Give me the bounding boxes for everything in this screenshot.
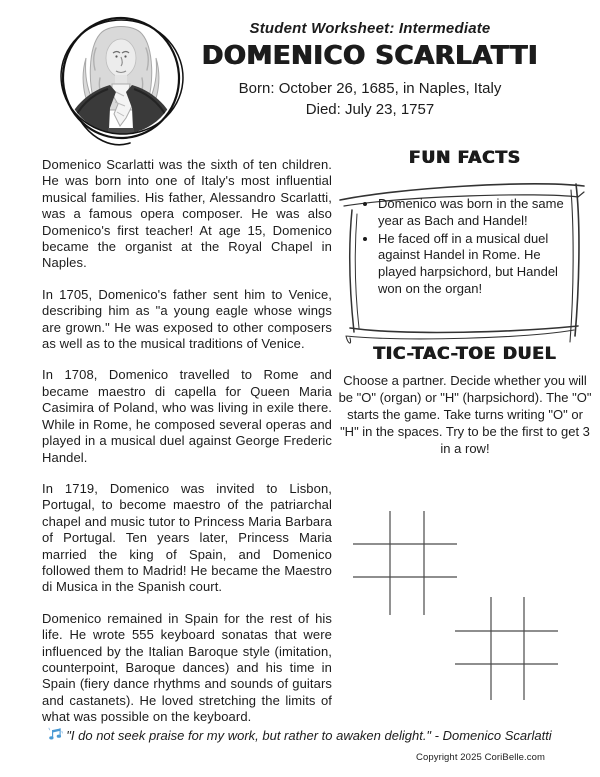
worksheet-subtitle: Student Worksheet: Intermediate (249, 20, 491, 37)
music-notes-icon (48, 727, 63, 742)
bio-paragraph: Domenico Scarlatti was the sixth of ten children. He was born into one of Italy's most influential musical families. His father, Alessandro Scarlatti, was a famous opera composer. He was also Domenico's first teacher! At age 15, Domenico became the organist at the Royal Chapel in Naples. (42, 157, 332, 271)
fun-fact-item: • Domenico was born in the same year as Bach and Handel! (378, 196, 564, 230)
quote-text: "I do not seek praise for my work, but rather to awaken delight." - Domenico Scarlatti (66, 728, 552, 743)
tic-tac-toe-grid-1[interactable] (353, 511, 457, 615)
bio-paragraph: In 1708, Domenico travelled to Rome and became maestro di capella for Queen Maria Casimira of Poland, who was living in exile there. While in Rome, he composed several operas and played in a musical duel against George Frederic Handel. (42, 367, 332, 465)
copyright-text: Copyright 2025 CoriBelle.com (416, 752, 545, 763)
tic-tac-toe-instructions: Choose a partner. Decide whether you will be "O" (organ) or "H" (harpsichord). The "O" starts the game. Take turns writing "O" or "H" in the spaces. Try to be the first to get 3 in a row! (338, 373, 592, 456)
fun-fact-item: • He faced off in a musical duel against Handel in Rome. He played harpsichord, but Handel won on the organ! (378, 231, 564, 298)
born-line: Born: October 26, 1685, in Naples, Italy (238, 80, 502, 97)
bio-paragraph: Domenico remained in Spain for the rest of his life. He wrote 555 keyboard sonatas that were influenced by the Italian Baroque style (imitation, counterpoint, Baroque dances) and his time in Spain (fiery dance rhythms and sounds of guitars and castanets). He loved stretching the limits of what was possible on the keyboard. (42, 610, 332, 725)
fun-facts-list (378, 196, 564, 299)
bio-paragraph: In 1719, Domenico was invited to Lisbon, Portugal, to become maestro of the patriarchal chapel and music tutor to Princess Maria Barbara of Portugal. Ten years later, Princess Maria married the king of Spain, and Domenico followed them to Madrid! He became the Maestro di Musica in the Spanish court. (42, 480, 332, 595)
scarlatti-portrait (50, 8, 192, 150)
fun-facts-heading: FUN FACTS (409, 148, 521, 168)
fun-facts-box (344, 178, 584, 340)
tic-tac-toe-heading: TIC-TAC-TOE DUEL (373, 344, 557, 364)
biography-column (42, 157, 332, 741)
header (185, 20, 555, 120)
died-line: Died: July 23, 1757 (305, 101, 435, 118)
bio-paragraph: In 1705, Domenico's father sent him to Venice, describing him as "a young eagle whose wings are grown." He was exposed to other composers as well as to the musical traditions of Venice. (42, 286, 332, 352)
footer-quote-line (0, 727, 600, 743)
page-title: DOMENICO SCARLATTI (201, 41, 539, 71)
tic-tac-toe-grid-2[interactable] (455, 597, 558, 700)
